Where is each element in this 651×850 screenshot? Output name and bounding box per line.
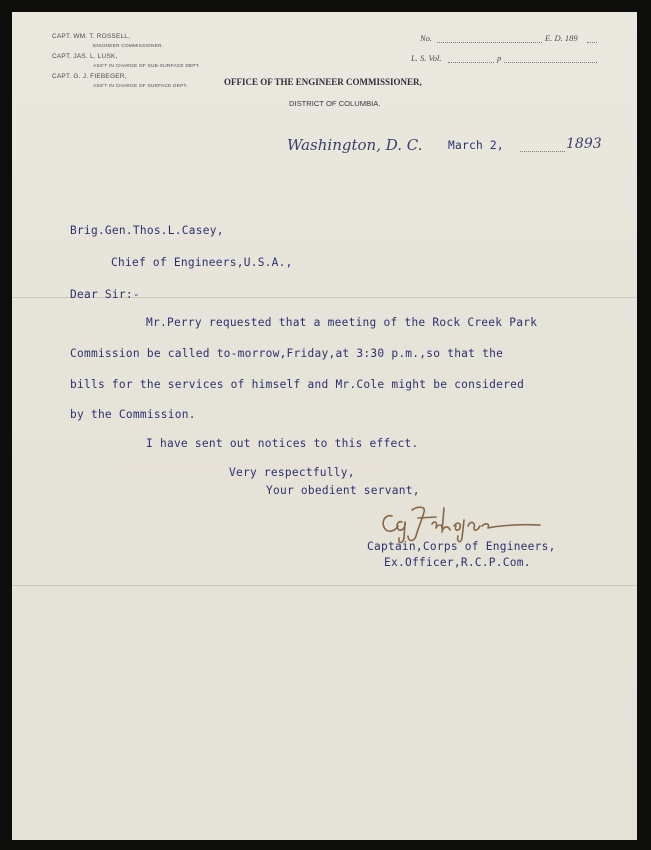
body-line: I have sent out notices to this effect. [146,437,419,450]
ls-vol-rule [448,62,494,63]
signature-title: Captain,Corps of Engineers, [367,540,556,553]
officer-title: ENGINEER COMMISSIONER. [93,44,164,49]
page-rule [504,62,597,63]
officer-title: ASS'T IN CHARGE OF SURFACE DEPT. [93,84,188,89]
dateline-place: Washington, D. C. [287,136,423,154]
signature-office: Ex.Officer,R.C.P.Com. [384,556,531,569]
closing-line: Your obedient servant, [266,484,420,497]
officer-title: ASS'T IN CHARGE OF SUB-SURFACE DEPT. [93,64,200,69]
page-label: p [497,53,502,63]
body-line: bills for the services of himself and Mr.Cole might be considered [70,378,525,391]
dateline-rule [520,151,565,152]
fold-line [12,585,637,586]
office-heading: OFFICE OF THE ENGINEER COMMISSIONER, [224,77,422,87]
district-heading: DISTRICT OF COLUMBIA. [289,99,381,108]
dateline-year: 1893 [566,136,602,152]
ed-label: E. D. 189 [545,33,578,43]
addressee-title: Chief of Engineers,U.S.A., [111,256,293,269]
salutation: Dear Sir:- [70,288,140,301]
ed-rule [587,42,597,43]
no-label: No. [420,33,433,43]
officer-name: CAPT. JAS. L. LUSK, [52,53,118,60]
ls-vol-label: L. S. Vol. [411,53,442,63]
dateline-date: March 2, [448,139,504,152]
handwritten-signature [378,498,548,546]
body-line: Commission be called to-morrow,Friday,at 3:30 p.m.,so that the [70,347,504,360]
body-line: by the Commission. [70,408,196,421]
officer-name: CAPT. G. J. FIEBEGER, [52,73,127,80]
body-line: Mr.Perry requested that a meeting of the Rock Creek Park [146,316,538,329]
no-rule [437,42,542,43]
addressee-name: Brig.Gen.Thos.L.Casey, [70,224,224,237]
officer-name: CAPT. WM. T. ROSSELL, [52,33,131,40]
closing-line: Very respectfully, [229,466,355,479]
